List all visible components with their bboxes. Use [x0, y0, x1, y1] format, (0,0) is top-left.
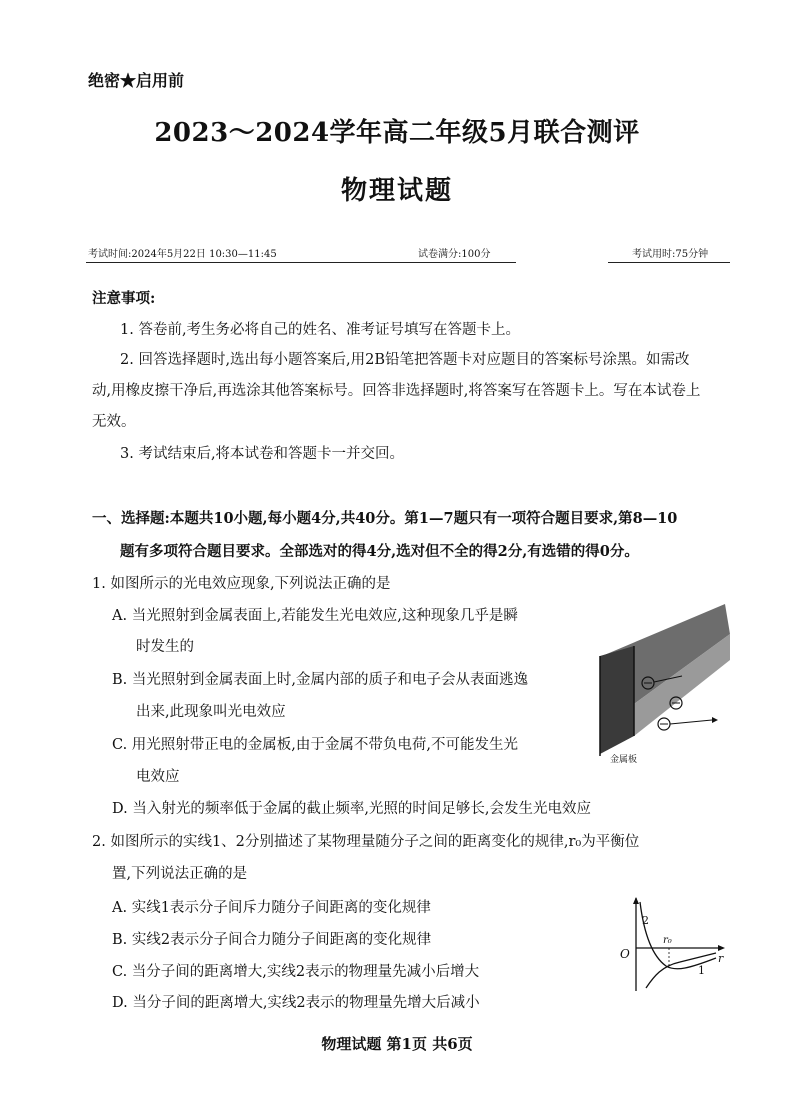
- section-1-instructions-line-2: 题有多项符合题目要求。全部选对的得4分,选对但不全的得2分,有选错的得0分。: [120, 543, 639, 560]
- curve-2: [640, 902, 716, 969]
- notice-item-2-line-1: 2. 回答选择题时,选出每小题答案后,用2B铅笔把答题卡对应题目的答案标号涂黑。如需改: [120, 352, 690, 368]
- notice-item-1: 1. 答卷前,考生务必将自己的姓名、准考证号填写在答题卡上。: [120, 322, 521, 338]
- q1-option-d: D. 当入射光的频率低于金属的截止频率,光照的时间足够长,会发生光电效应: [112, 801, 592, 817]
- molecular-force-graph: [618, 896, 728, 996]
- q2-option-a: A. 实线1表示分子间斥力随分子间距离的变化规律: [112, 900, 431, 916]
- curve-1: [646, 953, 716, 988]
- notice-heading: 注意事项:: [92, 290, 156, 307]
- section-1-instructions-line-1: 一、选择题:本题共10小题,每小题4分,共40分。第1—7题只有一项符合题目要求,第8—10: [92, 510, 678, 527]
- page-footer: 物理试题 第1页 共6页: [321, 1035, 473, 1053]
- confidential-mark: 绝密★启用前: [88, 71, 185, 90]
- q2-option-b: B. 实线2表示分子间合力随分子间距离的变化规律: [112, 932, 432, 948]
- q1-stem: 1. 如图所示的光电效应现象,下列说法正确的是: [92, 576, 391, 592]
- origin-label: O: [620, 947, 630, 961]
- header-rule-right: [608, 262, 730, 263]
- q2-option-c: C. 当分子间的距离增大,实线2表示的物理量先减小后增大: [112, 964, 480, 980]
- subject-title: 物理试题: [340, 176, 453, 206]
- q2-option-d: D. 当分子间的距离增大,实线2表示的物理量先增大后减小: [112, 995, 480, 1011]
- header-rule-left: [86, 262, 516, 263]
- metal-plate: [600, 646, 634, 754]
- q1-option-a-line-1: A. 当光照射到金属表面上,若能发生光电效应,这种现象几乎是瞬: [112, 608, 518, 624]
- notice-item-2-line-2: 动,用橡皮擦干净后,再选涂其他答案标号。回答非选择题时,将答案写在答题卡上。写在本试卷上: [92, 383, 701, 399]
- q2-stem-line-2: 置,下列说法正确的是: [112, 866, 248, 882]
- notice-item-3: 3. 考试结束后,将本试卷和答题卡一并交回。: [120, 446, 405, 462]
- q1-option-c-line-1: C. 用光照射带正电的金属板,由于金属不带负电荷,不可能发生光: [112, 737, 519, 753]
- curve-2-label: 2: [642, 914, 649, 927]
- r-axis-label: r: [718, 952, 724, 965]
- exam-duration: 考试用时:75分钟: [632, 249, 709, 260]
- photoelectric-figure: [590, 596, 740, 776]
- q1-option-b-line-2: 出来,此现象叫光电效应: [136, 704, 286, 720]
- exam-title: 2023～2024学年高二年级5月联合测评: [154, 118, 640, 148]
- q1-option-c-line-2: 电效应: [136, 769, 180, 785]
- curve-1-label: 1: [698, 964, 705, 977]
- metal-plate-label: 金属板: [610, 755, 638, 765]
- q1-option-a-line-2: 时发生的: [136, 639, 194, 655]
- full-score: 试卷满分:100分: [418, 249, 491, 260]
- exam-time: 考试时间:2024年5月22日 10:30—11:45: [88, 249, 277, 260]
- q1-option-b-line-1: B. 当光照射到金属表面上时,金属内部的质子和电子会从表面逃逸: [112, 672, 528, 688]
- r0-label: r₀: [663, 935, 672, 946]
- q2-stem-line-1: 2. 如图所示的实线1、2分别描述了某物理量随分子之间的距离变化的规律,r₀为平衡位: [92, 834, 640, 850]
- notice-item-2-line-3: 无效。: [92, 414, 136, 430]
